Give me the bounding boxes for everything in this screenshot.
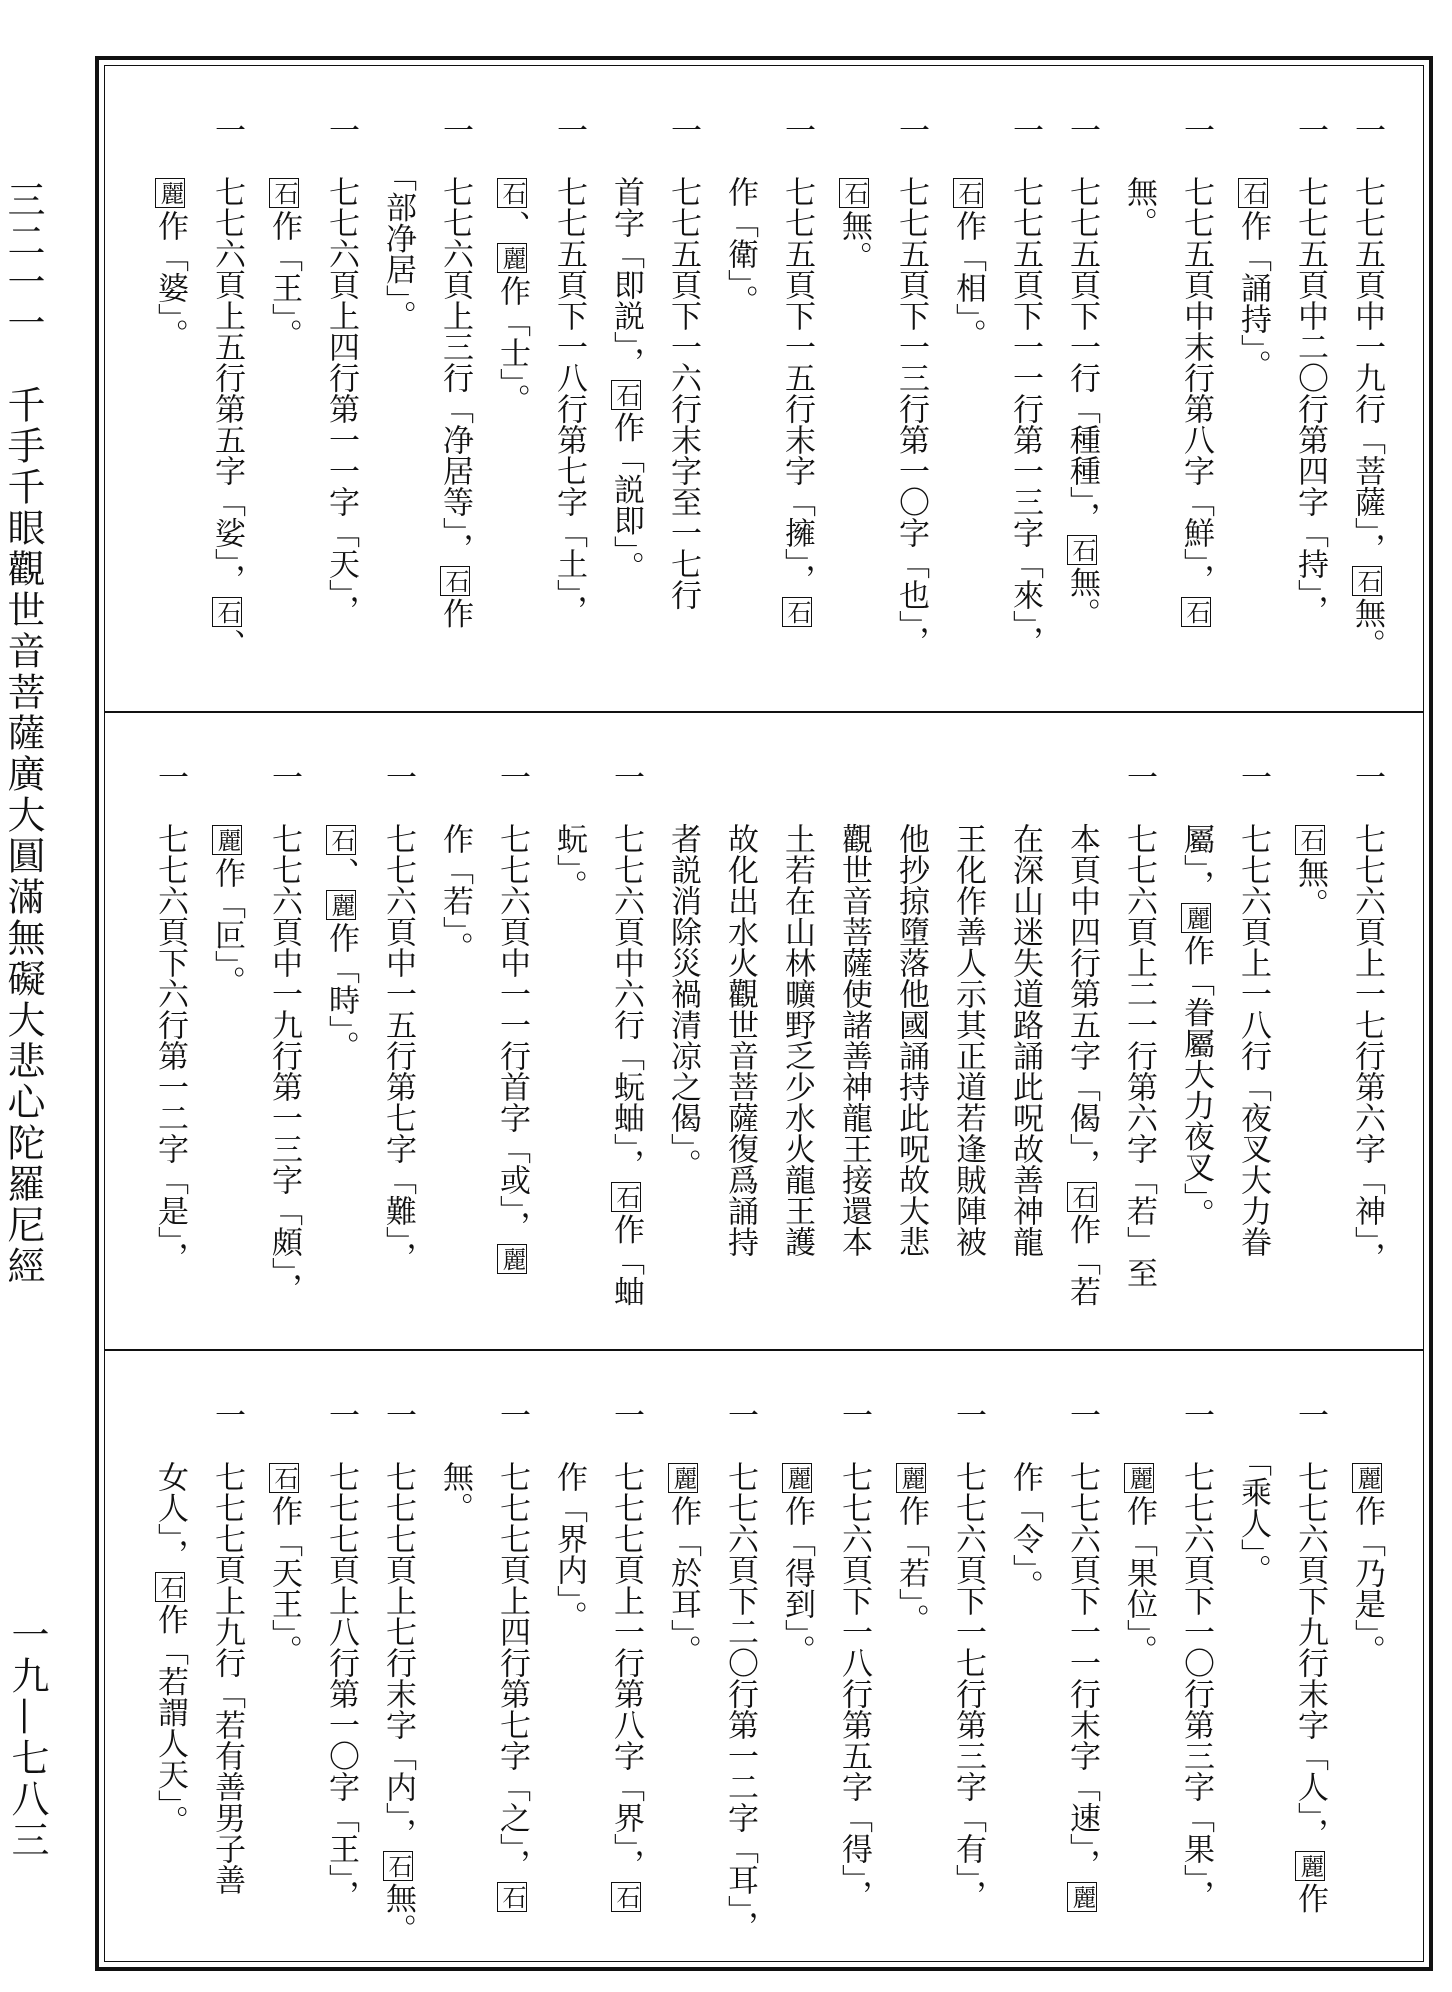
edition-mark: 麗	[155, 178, 185, 208]
edition-mark: 石	[1352, 566, 1382, 596]
edition-mark: 石	[1067, 1182, 1097, 1212]
text-column: 麗作「得到」。	[768, 1351, 825, 1963]
text-column: 一 七七七頁上一行第八字「界」，石	[597, 1351, 654, 1963]
text-column: 觀世音菩薩使諸善神龍王接還本	[836, 761, 872, 1257]
text-column: 一 七七七頁上九行「若有善男子善	[209, 1399, 245, 1895]
text-column: 麗作「婆」。	[141, 66, 198, 711]
edition-mark: 麗	[1067, 1882, 1097, 1912]
edition-mark: 石	[440, 566, 470, 596]
text-column: 一 七七五頁下一六行末字至一七行	[665, 114, 701, 610]
text-column: 一 七七六頁下一〇行第三字「果」，	[1178, 1399, 1214, 1911]
edition-mark: 石	[611, 380, 641, 410]
text-column: 麗作「叵」。	[198, 713, 255, 1349]
page-frame	[95, 56, 1433, 1971]
text-column: 一 七七六頁下一一行末字「速」，麗	[1053, 1351, 1110, 1963]
text-column: 屬」，麗作「眷屬大力夜叉」。	[1178, 761, 1214, 1229]
text-column: 一 七七六頁下九行末字「人」，麗作	[1292, 1399, 1328, 1914]
register-top	[105, 66, 1423, 711]
text-column: 蚖」。	[551, 761, 587, 901]
text-column: 一 七七六頁上三行「净居等」，石作	[437, 114, 473, 629]
edition-mark: 石	[611, 1882, 641, 1912]
text-column: 作「令」。	[1007, 1399, 1043, 1601]
edition-mark: 石	[1181, 597, 1211, 627]
text-column: 一 七七五頁中一九行「菩薩」，石無。	[1349, 114, 1385, 660]
text-column: 一 七七五頁中末行第八字「鮮」，石	[1167, 66, 1224, 711]
register-middle	[105, 711, 1423, 1349]
text-column: 他抄掠墮落他國誦持此呪故大悲	[893, 761, 929, 1257]
edition-mark: 石	[1238, 178, 1268, 208]
text-column: 麗作「若」。	[882, 1351, 939, 1963]
edition-mark: 石	[497, 1882, 527, 1912]
text-column: 一 七七六頁上一八行「夜叉大力眷	[1235, 761, 1271, 1257]
text-column: 一 七七六頁中六行「蚖蚰」，石作「蚰	[608, 761, 644, 1307]
text-column: 故化出水火觀世音菩薩復爲誦持	[722, 761, 758, 1257]
text-column: 一 七七六頁下六行第一二字「是」，	[152, 761, 188, 1273]
text-column: 王化作善人示其正道若逢賊陣被	[950, 761, 986, 1257]
text-column: 一 七七五頁下一八行第七字「土」，	[551, 114, 587, 626]
text-column: 「乘人」。	[1235, 1399, 1271, 1585]
text-column: 「部净居」。	[380, 114, 416, 331]
text-column: 一 七七六頁下二〇行第一二字「耳」，	[722, 1399, 758, 1942]
text-column: 作「衛」。	[722, 114, 758, 316]
edition-mark: 麗	[497, 1244, 527, 1274]
edition-mark: 麗	[782, 1463, 812, 1493]
text-column: 一 七七六頁上二一行第六字「若」至	[1121, 761, 1157, 1288]
text-column: 一 七七五頁下一行「種種」，石無。	[1064, 114, 1100, 629]
register-bottom	[105, 1349, 1423, 1963]
text-column: 女人」，石作「若謂人天」。	[152, 1399, 188, 1836]
edition-mark: 石	[782, 597, 812, 627]
text-column: 石無。	[825, 66, 882, 711]
text-column: 石、麗作「時」。	[312, 713, 369, 1349]
edition-mark: 麗	[1295, 1851, 1325, 1881]
edition-mark: 石	[383, 1851, 413, 1881]
text-column: 麗作「於耳」。	[654, 1351, 711, 1963]
text-column: 在深山迷失道路誦此呪故善神龍	[1007, 761, 1043, 1257]
edition-mark: 麗	[668, 1463, 698, 1493]
page-number: 一九—七八三	[5, 1615, 49, 1861]
text-column: 一 七七六頁下一七行第三字「有」，	[950, 1399, 986, 1911]
text-column: 一 七七六頁中一一行首字「或」，麗	[483, 713, 540, 1349]
edition-mark: 石	[1067, 535, 1097, 565]
text-column: 土若在山林曠野乏少水火龍王護	[779, 761, 815, 1257]
edition-mark: 麗	[1124, 1463, 1154, 1493]
text-column: 一 七七六頁上一七行第六字「神」，	[1349, 761, 1385, 1273]
text-column: 一 七七六頁中一九行第一三字「頗」，	[266, 761, 302, 1304]
text-column: 本頁中四行第五字「偈」，石作「若	[1064, 761, 1100, 1307]
text-column: 一 七七七頁上八行第一〇字「王」，	[323, 1399, 359, 1911]
text-column: 首字「即説」，石作「説即」。	[608, 114, 644, 582]
text-column: 一 七七六頁中一五行第七字「難」，	[380, 761, 416, 1273]
edition-mark: 麗	[1352, 1463, 1382, 1493]
edition-mark: 麗	[212, 825, 242, 855]
running-title: 三二一一 千手千眼觀世音菩薩廣大圓滿無礙大悲心陀羅尼經	[1, 180, 45, 1287]
edition-mark: 石	[269, 178, 299, 208]
text-column: 石無。	[1281, 713, 1338, 1349]
edition-mark: 石	[1295, 825, 1325, 855]
text-column: 麗作「果位」。	[1110, 1351, 1167, 1963]
text-column: 一 七七五頁下一一行第一三字「來」，	[1007, 114, 1043, 657]
text-column: 一 七七五頁中二〇行第四字「持」，	[1292, 114, 1328, 626]
text-column: 一 七七五頁下一三行第一〇字「也」，	[893, 114, 929, 657]
text-column: 一 七七七頁上四行第七字「之」，石	[483, 1351, 540, 1963]
edition-mark: 石	[497, 178, 527, 208]
text-column: 石作「相」。	[939, 66, 996, 711]
text-column: 麗作「乃是」。	[1338, 1351, 1395, 1963]
edition-mark: 石	[212, 597, 242, 627]
text-column: 作「若」。	[437, 761, 473, 963]
text-column: 者説消除災禍清凉之偈」。	[665, 761, 701, 1180]
edition-mark: 石	[155, 1572, 185, 1602]
edition-mark: 麗	[497, 243, 527, 273]
text-column: 一 七七六頁上四行第一一字「天」，	[323, 114, 359, 626]
text-column: 石作「誦持」。	[1224, 66, 1281, 711]
text-column: 石作「王」。	[255, 66, 312, 711]
text-column: 石、麗作「士」。	[483, 66, 540, 711]
edition-mark: 石	[326, 825, 356, 855]
text-column: 一 七七六頁下一八行第五字「得」，	[836, 1399, 872, 1911]
text-column: 作「界内」。	[551, 1399, 587, 1632]
edition-mark: 麗	[326, 890, 356, 920]
text-column: 石作「天王」。	[255, 1351, 312, 1963]
text-column: 一 七七七頁上七行末字「内」，石無。	[380, 1399, 416, 1945]
text-column: 一 七七六頁上五行第五字「娑」，石、	[209, 114, 245, 660]
text-column: 無。	[437, 1399, 473, 1523]
edition-mark: 麗	[1181, 903, 1211, 933]
text-column: 一 七七五頁下一五行末字「擁」，石	[768, 66, 825, 711]
edition-mark: 石	[269, 1463, 299, 1493]
edition-mark: 石	[953, 178, 983, 208]
text-column: 無。	[1121, 114, 1157, 238]
edition-mark: 石	[611, 1182, 641, 1212]
edition-mark: 麗	[896, 1463, 926, 1493]
edition-mark: 石	[839, 178, 869, 208]
